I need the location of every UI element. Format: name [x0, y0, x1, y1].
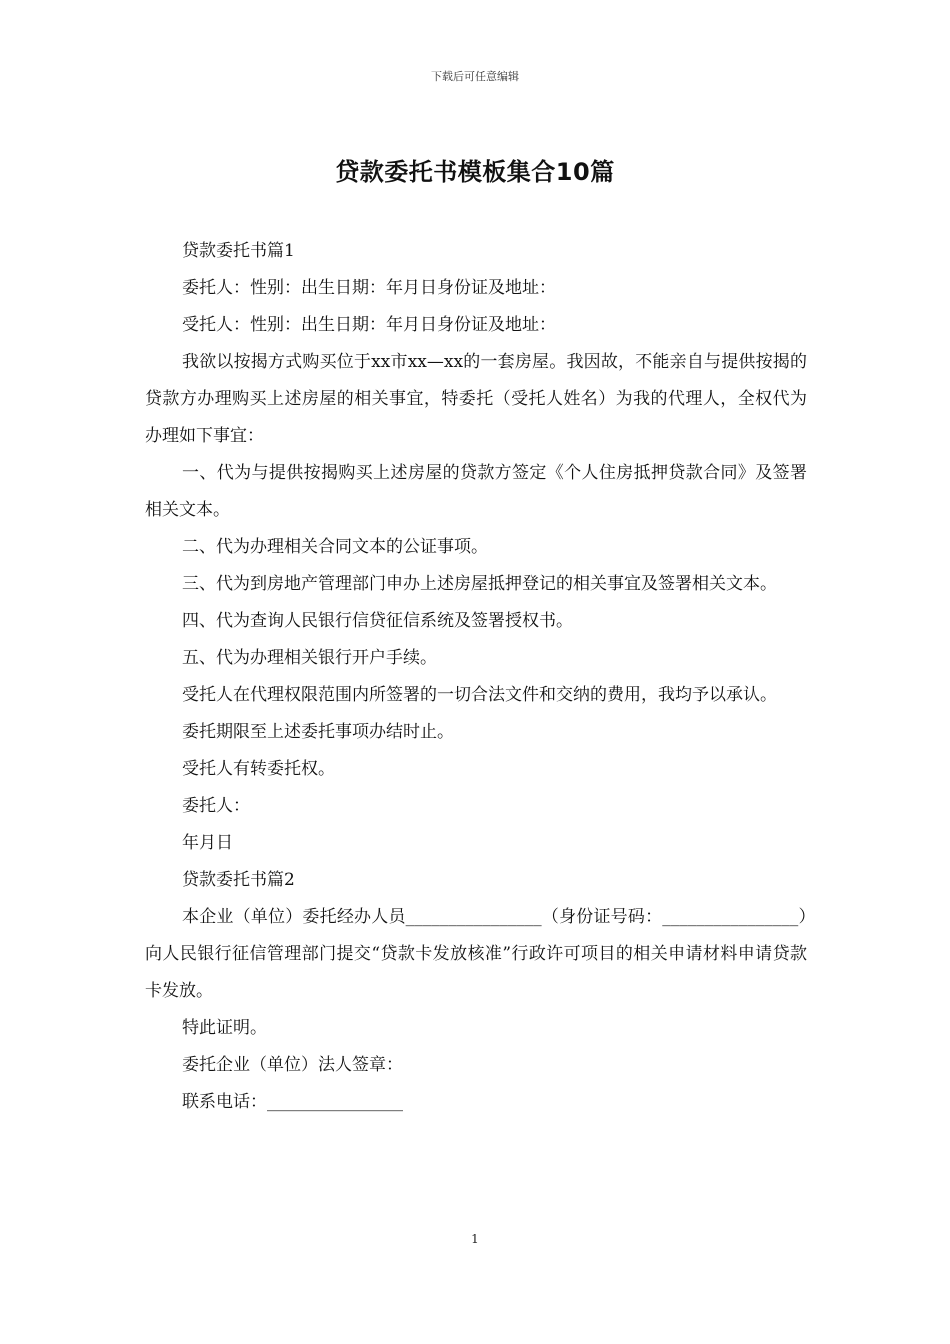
item-2-paragraph: 二、代为办理相关合同文本的公证事项。 [182, 537, 488, 557]
document-body [145, 233, 807, 1121]
item-1-paragraph: 一、代为与提供按揭购买上述房屋的贷款方签定《个人住房抵押贷款合同》及签署相关文本。 [145, 463, 807, 520]
legal-seal-line: 委托企业（单位）法人签章： [182, 1055, 403, 1075]
principal-info-line: 委托人：性别：出生日期：年月日身份证及地址： [182, 278, 556, 298]
section-heading-2: 贷款委托书篇2 [182, 870, 295, 890]
section-heading-1: 贷款委托书篇1 [182, 241, 295, 261]
enterprise-delegation-paragraph: 本企业（单位）委托经办人员________________（身份证号码：________________）向人民银行征信管理部门提交“贷款卡发放核准”行政许可项目的相关申请材料申请贷款卡发放。 [145, 907, 807, 1001]
purpose-paragraph: 我欲以按揭方式购买位于xx市xx—xx的一套房屋。我因故，不能亲自与提供按揭的贷款方办理购买上述房屋的相关事宜，特委托（受托人姓名）为我的代理人，全权代为办理如下事宜： [145, 352, 807, 446]
item-5-paragraph: 五、代为办理相关银行开户手续。 [182, 648, 437, 668]
authority-paragraph: 受托人在代理权限范围内所签署的一切合法文件和交纳的费用，我均予以承认。 [182, 685, 777, 705]
date-line: 年月日 [182, 833, 233, 853]
principal-signature-line: 委托人： [182, 796, 250, 816]
term-paragraph: 委托期限至上述委托事项办结时止。 [182, 722, 454, 742]
document-title: 贷款委托书模板集合10篇 [335, 158, 615, 186]
contact-phone-line: 联系电话：________________ [182, 1092, 403, 1112]
subdelegation-paragraph: 受托人有转委托权。 [182, 759, 335, 779]
page-header-note: 下载后可任意编辑 [431, 70, 519, 83]
item-4-paragraph: 四、代为查询人民银行信贷征信系统及签署授权书。 [182, 611, 573, 631]
certification-line: 特此证明。 [182, 1018, 267, 1038]
page-number: 1 [471, 1232, 479, 1246]
agent-info-line: 受托人：性别：出生日期：年月日身份证及地址： [182, 315, 556, 335]
item-3-paragraph: 三、代为到房地产管理部门申办上述房屋抵押登记的相关事宜及签署相关文本。 [182, 574, 777, 594]
